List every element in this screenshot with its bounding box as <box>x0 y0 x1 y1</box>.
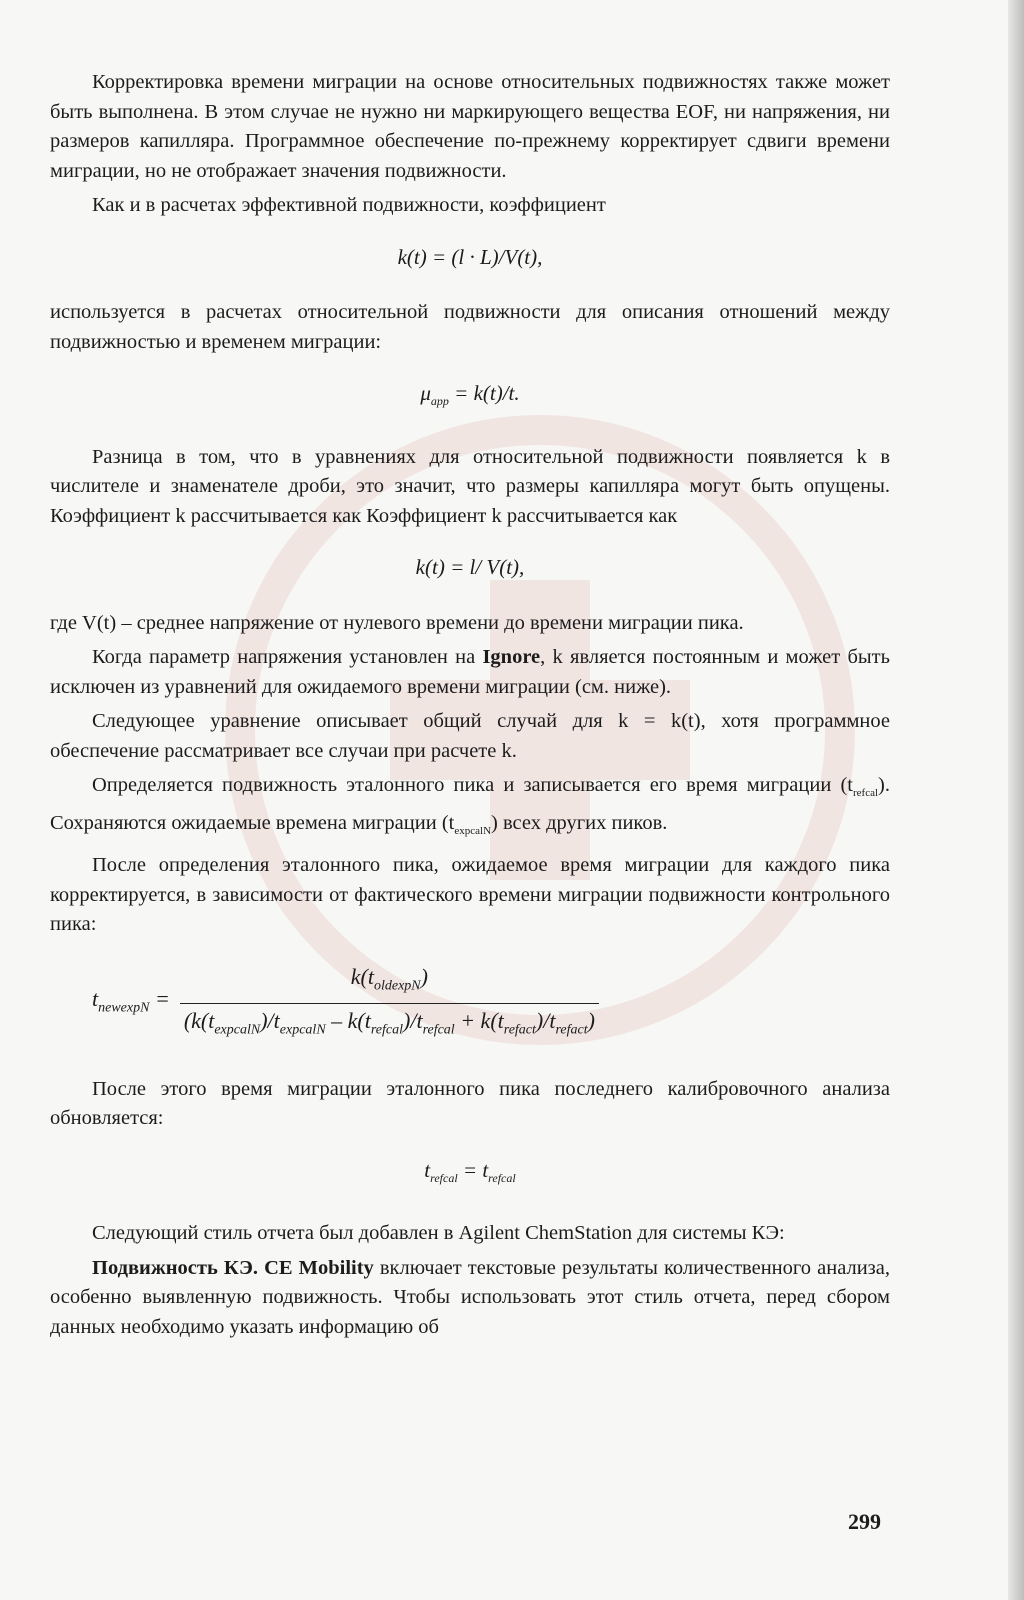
paragraph-5: где V(t) – среднее напряжение от нулевого времени до времени миграции пика. <box>50 611 744 634</box>
paragraph-1: Корректировка времени миграции на основе относительных подвижностях также может быть выполнена. В этом случае не нужно ни маркирующего вещества EOF, ни напряжения, ни размеров капилляра. Программное обеспечение по-прежнему корректирует сдвиги времени миграции, но не отображает значения подвижности. <box>50 71 890 182</box>
page-edge <box>1008 0 1024 1600</box>
paragraph-7: Следующее уравнение описывает общий случай для k = k(t), хотя программное обеспечение рассматривает все случаи при расчете k. <box>50 710 890 762</box>
paragraph-8: Определяется подвижность эталонного пика и записывается его время миграции $(t_{refcal})$. Сохраняются ожидаемые времена миграции $(t_{expcalN})$ всех других пиков. <box>50 774 890 837</box>
paragraph-6: Когда параметр напряжения установлен на Ignore, k является постоянным и может быть исключен из уравнений для ожидаемого времени миграции (см. ниже). <box>50 646 890 698</box>
formula-t-newexp: $t_{newexpN}$ = $k(t_{oldexpN})$ $(k(t_{expcalN})/t_{expcalN} - k(t_{refcal})/t_{refcal} + k(t_{refact})/t_{refact})$ <box>50 962 890 1045</box>
ce-mobility-keyword: Подвижность КЭ. CE Mobility <box>92 1256 374 1279</box>
formula-denominator: $(k(t_{expcalN})/t_{expcalN} - k(t_{refcal})/t_{refcal} + k(t_{refact})/t_{refact})$ <box>180 1003 599 1045</box>
ignore-keyword: Ignore <box>482 646 541 669</box>
paragraph-3: используется в расчетах относительной подвижности для описания отношений между подвижностью и временем миграции: <box>50 301 890 353</box>
formula-t-refcal: $t_{refcal} = t_{refcal}$ <box>424 1157 516 1185</box>
paragraph-11: Следующий стиль отчета был добавлен в Agilent ChemStation для системы КЭ: <box>92 1222 785 1245</box>
formula-mu-app: $\mu_{app} = k(t)/t$. <box>420 381 520 409</box>
page-number: 299 <box>848 1509 881 1534</box>
paragraph-4: Разница в том, что в уравнениях для относительной подвижности появляется k в числителе и знаменателе дроби, это значит, что размеры капилляра могут быть опущены. Коэффициент k рассчитывается как Коэффициент k рассчитывается как <box>50 445 890 527</box>
formula-numerator: $k(t_{oldexpN})$ <box>350 963 428 994</box>
paragraph-9: После определения эталонного пика, ожидаемое время миграции для каждого пика корректируется, в зависимости от фактического времени миграции подвижности контрольного пика: <box>50 854 890 936</box>
formula-k-t-simple: k(t) = l/ V(t), <box>415 555 525 580</box>
paragraph-2: Как и в расчетах эффективной подвижности, коэффициент <box>92 194 606 216</box>
formula-k-t: k(t) = (l · L)/V(t), <box>397 244 543 269</box>
page-text <box>50 68 890 1347</box>
paragraph-12: Подвижность КЭ. CE Mobility включает текстовые результаты количественного анализа, особенно выявленную подвижность. Чтобы использовать этот стиль отчета, перед сбором данных необходимо указать информацию об <box>50 1256 890 1338</box>
paragraph-10: После этого время миграции эталонного пика последнего калибровочного анализа обновляется: <box>50 1077 890 1130</box>
